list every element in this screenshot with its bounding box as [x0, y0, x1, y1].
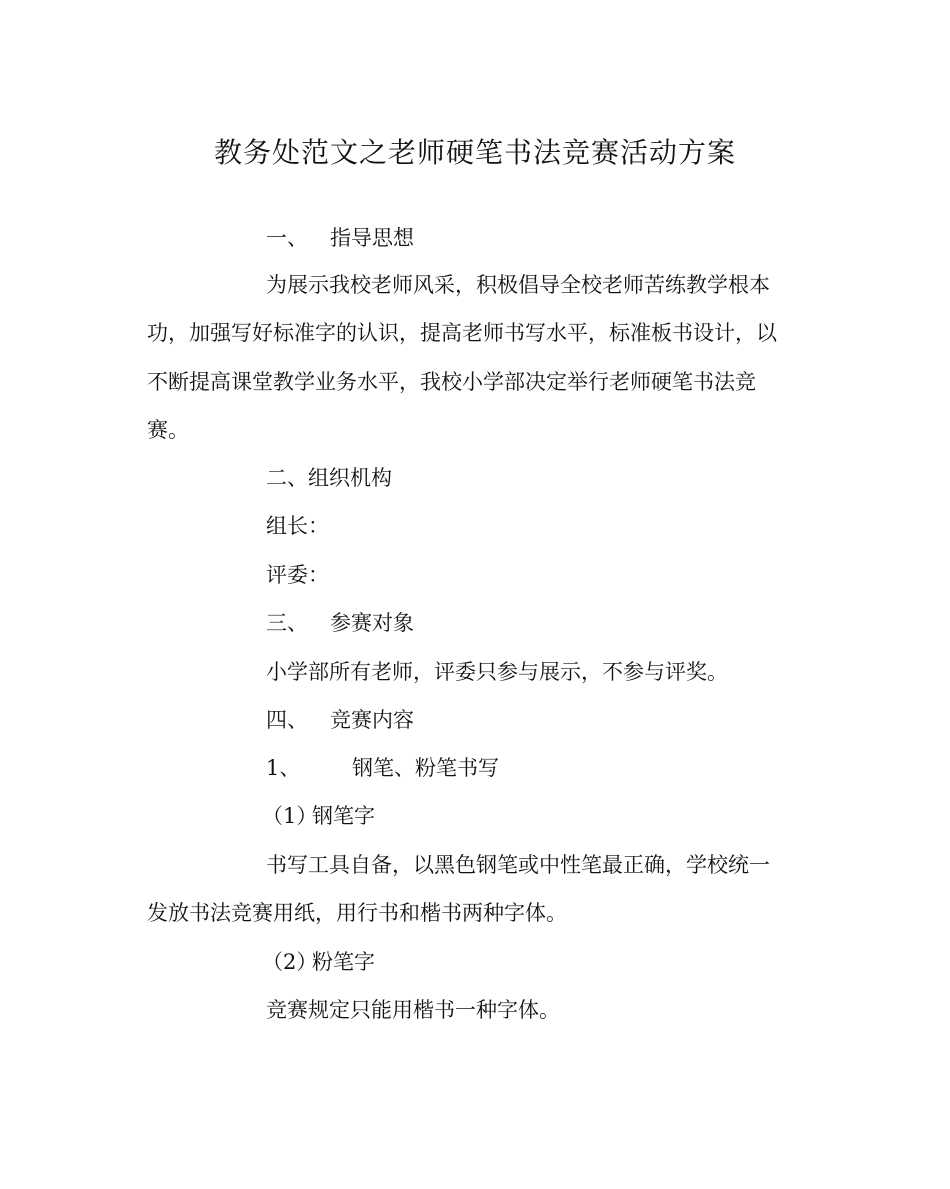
sub2-heading [262, 947, 375, 977]
section2-heading: 二、组织机构 [266, 466, 392, 490]
sub1-paragraph-line-2: 发放书法竞赛用纸，用行书和楷书两种字体。 [147, 901, 567, 925]
section3-heading [266, 608, 414, 638]
section3-text: 小学部所有老师，评委只参与展示，不参与评奖。 [266, 660, 728, 684]
section1-paragraph-line-1: 为展示我校老师风采，积极倡导全校老师苦练教学根本 [266, 273, 770, 297]
item1-text: 钢笔、粉笔书写 [352, 756, 499, 780]
sub2-number: （2） [262, 950, 318, 974]
section1-paragraph-line-4: 赛。 [147, 418, 189, 442]
sub1-text: 钢笔字 [312, 804, 375, 828]
sub1-number: （1） [262, 804, 318, 828]
section4-number: 四、 [266, 708, 308, 732]
section3-title: 参赛对象 [330, 611, 414, 635]
section1-paragraph-line-2: 功，加强写好标准字的认识，提高老师书写水平，标准板书设计，以 [147, 321, 777, 345]
sub1-heading [262, 801, 375, 831]
section3-number: 三、 [266, 611, 308, 635]
item1-line [266, 753, 499, 783]
document-title: 教务处范文之老师硬笔书法竞赛活动方案 [213, 136, 736, 169]
section1-heading [266, 223, 414, 253]
section1-number: 一、 [266, 226, 308, 250]
sub1-paragraph-line-1: 书写工具自备，以黑色钢笔或中性笔最正确，学校统一 [266, 853, 770, 877]
section4-heading [266, 705, 414, 735]
section1-title: 指导思想 [330, 226, 414, 250]
sub2-text: 粉笔字 [312, 950, 375, 974]
sub2-paragraph-line: 竞赛规定只能用楷书一种字体。 [266, 998, 560, 1022]
section1-paragraph-line-3: 不断提高课堂教学业务水平，我校小学部决定举行老师硬笔书法竞 [147, 370, 756, 394]
item1-number: 1、 [266, 756, 301, 780]
leader-label: 组长： [266, 514, 329, 538]
section4-title: 竞赛内容 [330, 708, 414, 732]
judges-label: 评委： [266, 563, 329, 587]
